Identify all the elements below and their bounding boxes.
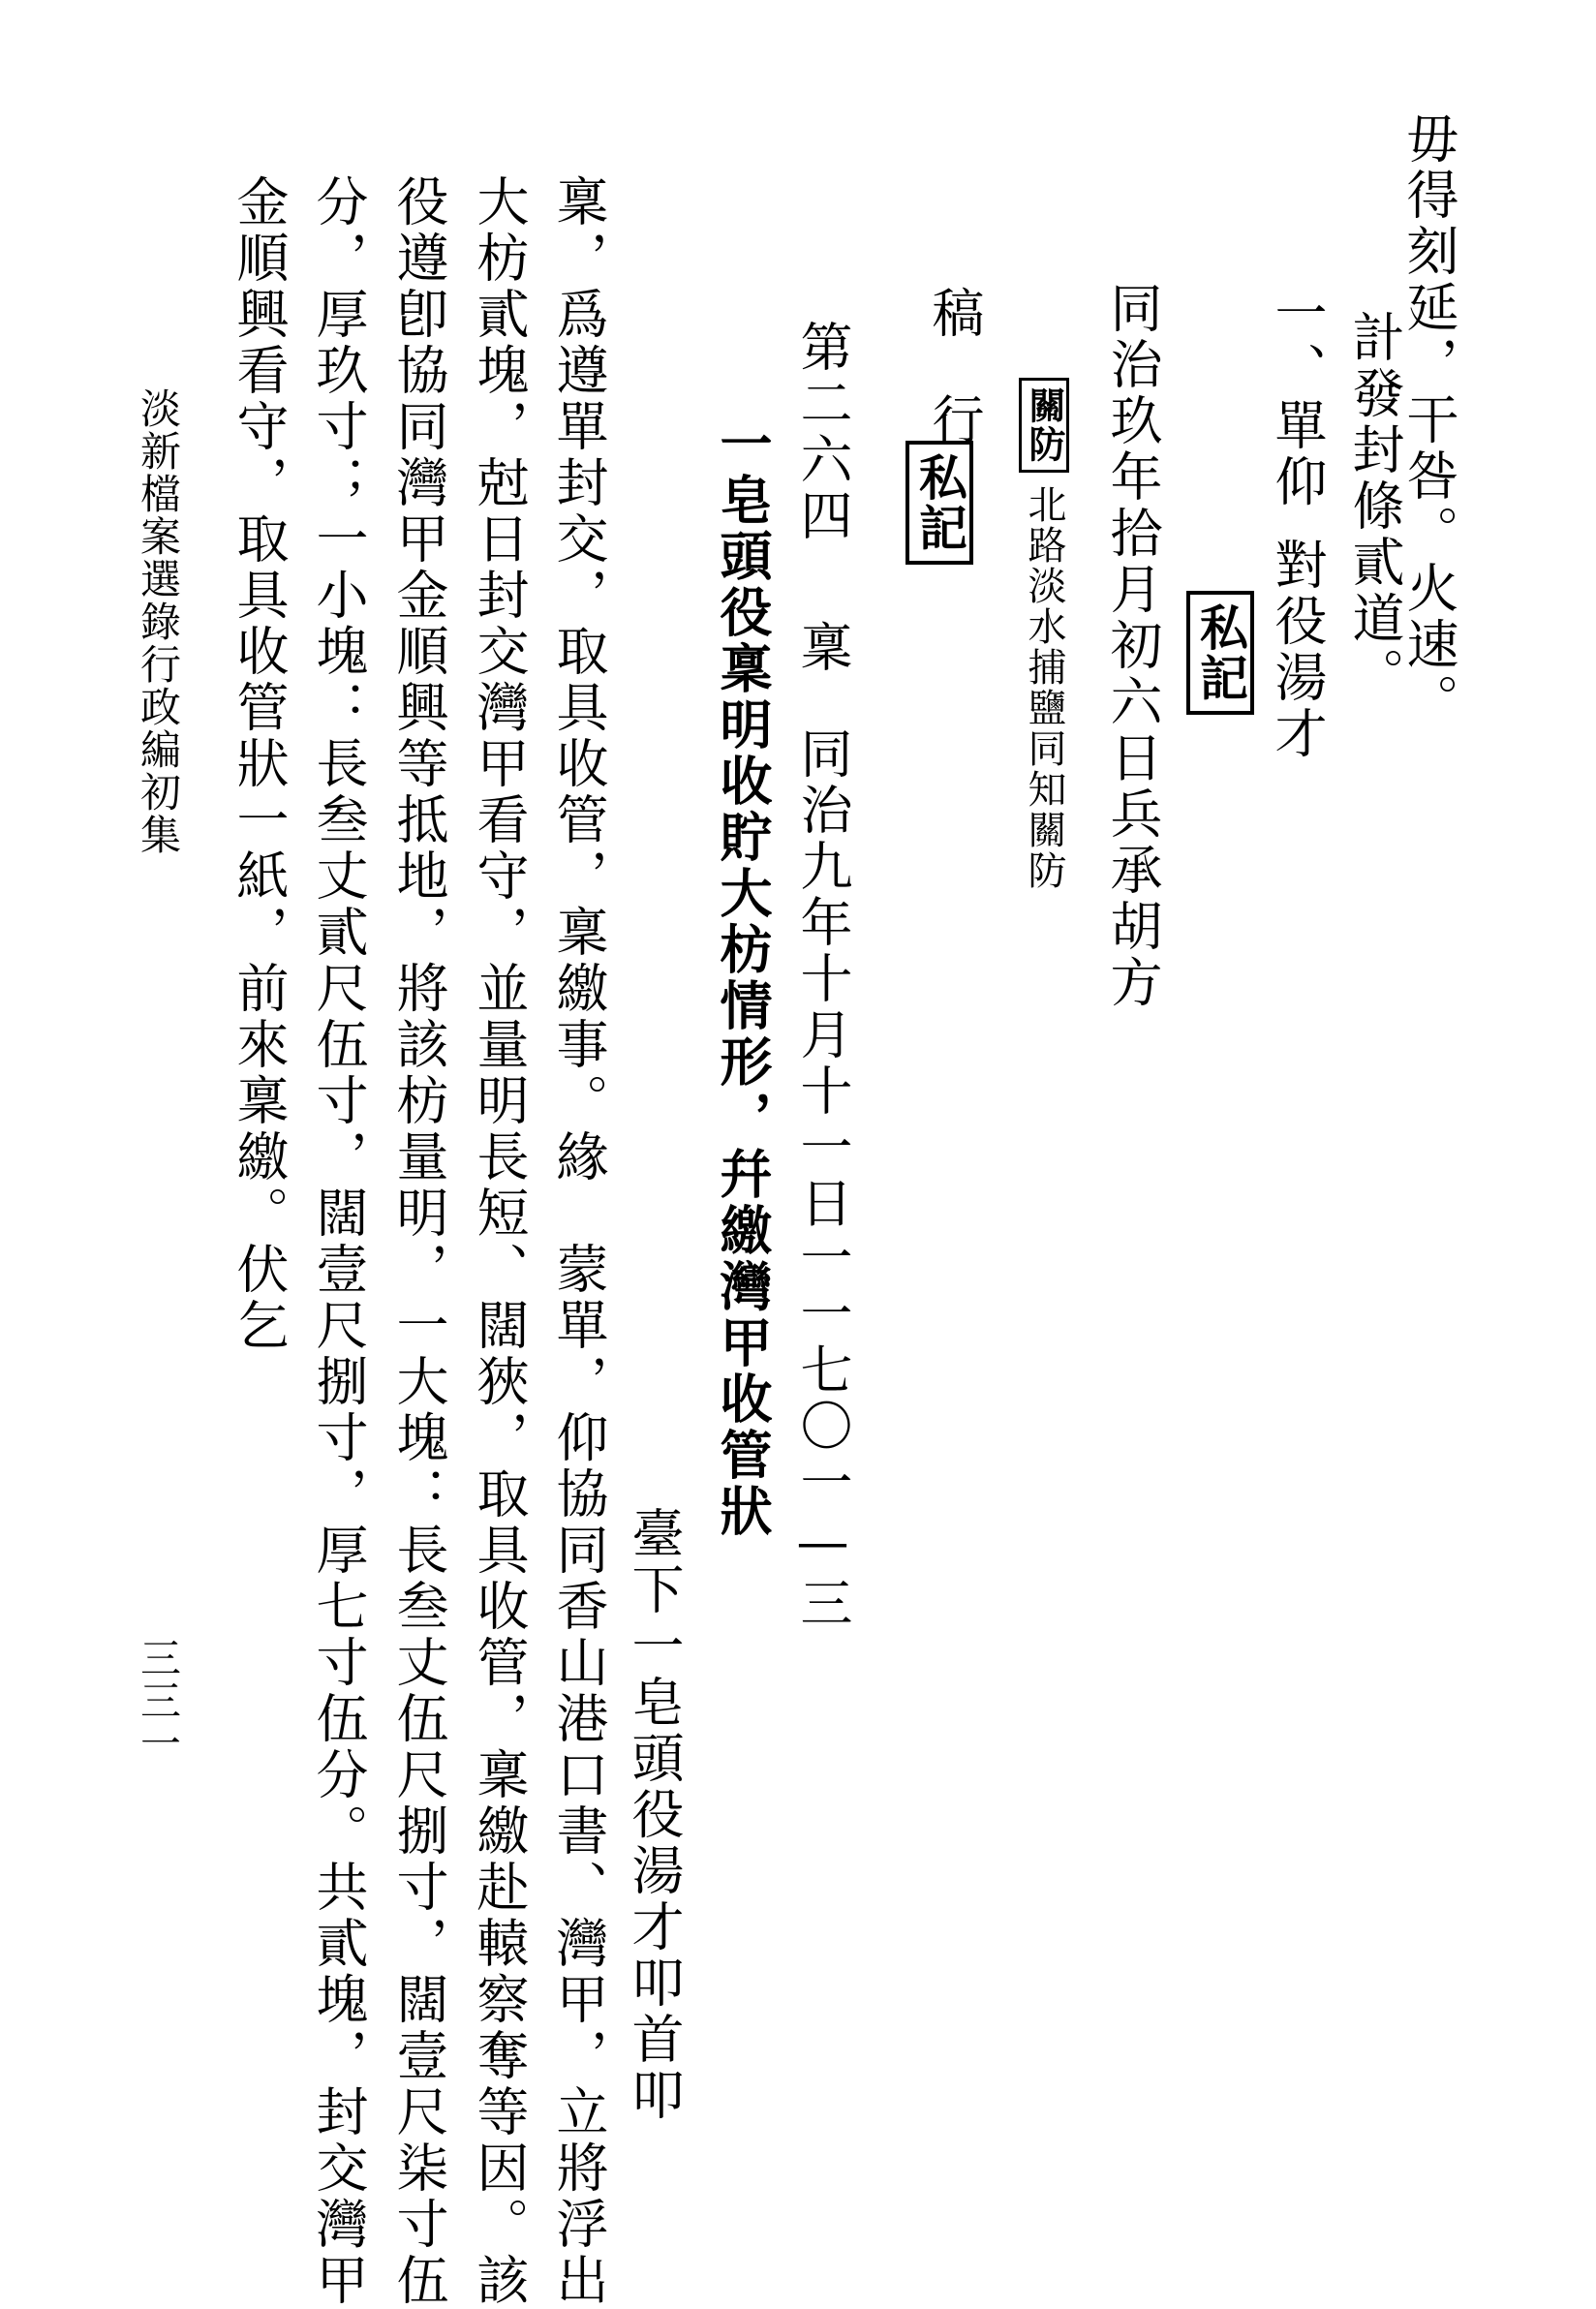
body-line-4: 分，厚玖寸；一小塊：長叁丈貳尺伍寸，闊壹尺捌寸，厚七寸伍分。共貳塊，封交灣甲	[308, 174, 369, 2309]
archive-number: 一一七〇一—三	[792, 1230, 853, 1632]
body-line-2: 大枋貳塊，尅日封交灣甲看守，並量明長短、闊狹，取具收管，稟繳赴轅察奪等因。該	[469, 174, 530, 2309]
line-2: 計發封條貳道。	[1344, 310, 1405, 703]
line-4-date: 同治玖年拾月初六日兵承胡方	[1102, 281, 1163, 1011]
doc-number: 第二六四	[792, 320, 853, 544]
line-9: 臺下一皂頭役湯才叩首叩	[624, 1506, 685, 2124]
line-3-part-1: 一、單仰	[1267, 286, 1328, 510]
private-seal-stamp: 私記	[1186, 591, 1254, 715]
doc-heading: 一皂頭役稟明收貯大枋情形，幷繳灣甲收管狀	[712, 416, 774, 1540]
doc-date: 同治九年十月十一日	[792, 726, 853, 1232]
book-title: 淡新檔案選錄行政編初集	[135, 387, 182, 856]
body-line-5: 金順興看守，取具收管狀一紙，前來稟繳。伏乞	[229, 174, 290, 1354]
seal-note: 北路淡水捕鹽同知關防	[1022, 484, 1066, 891]
doc-type: 稟	[792, 620, 853, 676]
private-seal-stamp-2: 私記	[905, 441, 973, 565]
issue-label: 行	[924, 392, 985, 448]
official-seal-stamp: 關防	[1019, 378, 1069, 473]
body-line-3: 役遵卽協同灣甲金順興等抵地，將該枋量明，一大塊：長叁丈伍尺捌寸，闊壹尺柒寸伍	[388, 174, 449, 2309]
page-number: 三三一	[135, 1637, 182, 1765]
line-1: 毋得刻延，干咎。火速。	[1398, 111, 1459, 729]
body-line-1: 稟，爲遵單封交，取具收管，稟繳事。緣 蒙單，仰協同香山港口書、灣甲，立將浮出	[548, 174, 609, 2309]
line-3-part-2: 對役湯才	[1267, 538, 1328, 762]
draft-label: 稿	[924, 286, 985, 342]
